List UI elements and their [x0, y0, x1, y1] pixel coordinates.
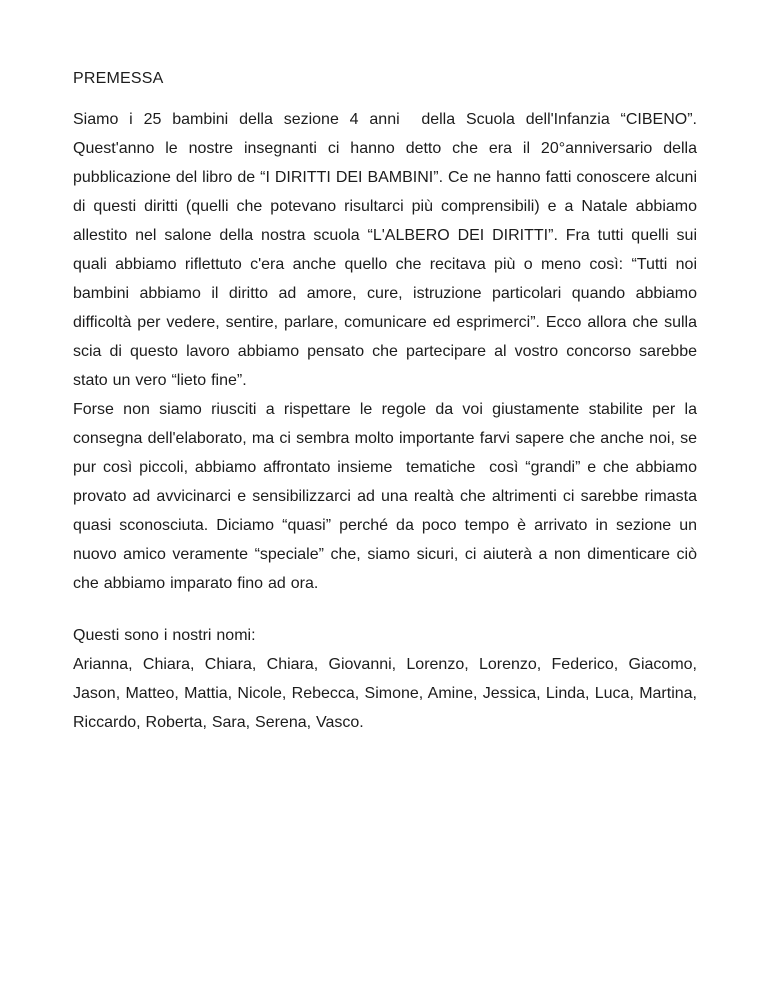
document-title: PREMESSA [73, 70, 164, 87]
names-list: Arianna, Chiara, Chiara, Chiara, Giovanni, Lorenzo, Lorenzo, Federico, Giacomo, Jason, Matteo, Mattia, Nicole, Rebecca, Simone, Amine, Jessica, Linda, Luca, Martina, Riccardo, Roberta, Sara, Serena, Vasco. [73, 656, 702, 731]
paragraph-intro: Siamo i 25 bambini della sezione 4 anni della Scuola dell'Infanzia “CIBENO”. Quest'anno le nostre insegnanti ci hanno detto che era il 20°anniversario della pubblicazione del libro de “I DIRITTI DEI BAMBINI”. Ce ne hanno fatti conoscere alcuni di questi diritti (quelli che potevano risultarci più comprensibili) e a Natale abbiamo allestito nel salone della nostra scuola “L'ALBERO DEI DIRITTI”. Fra tutti quelli sui quali abbiamo riflettuto c'era anche quello che recitava più o meno così: “Tutti noi bambini abbiamo il diritto ad amore, cure, istruzione particolari quando abbiamo difficoltà per vedere, sentire, parlare, comunicare ed esprimerci”. Ecco allora che sulla scia di questo lavoro abbiamo pensato che partecipare al vostro concorso sarebbe stato un vero “lieto fine”. [73, 111, 702, 389]
paragraph-apology: Forse non siamo riusciti a rispettare le regole da voi giustamente stabilite per la consegna dell'elaborato, ma ci sembra molto importante farvi sapere che anche noi, se pur così piccoli, abbiamo affrontato insieme tematiche così “grandi” e che abbiamo provato ad avvicinarci e sensibilizzarci ad una realtà che altrimenti ci sarebbe rimasta quasi sconosciuta. Diciamo “quasi” perché da poco tempo è arrivato in sezione un nuovo amico veramente “speciale” che, siamo sicuri, ci aiuterà a non dimenticare ciò che abbiamo imparato fino ad ora. [73, 401, 702, 592]
document-content [73, 64, 702, 737]
names-heading: Questi sono i nostri nomi: [73, 627, 256, 644]
